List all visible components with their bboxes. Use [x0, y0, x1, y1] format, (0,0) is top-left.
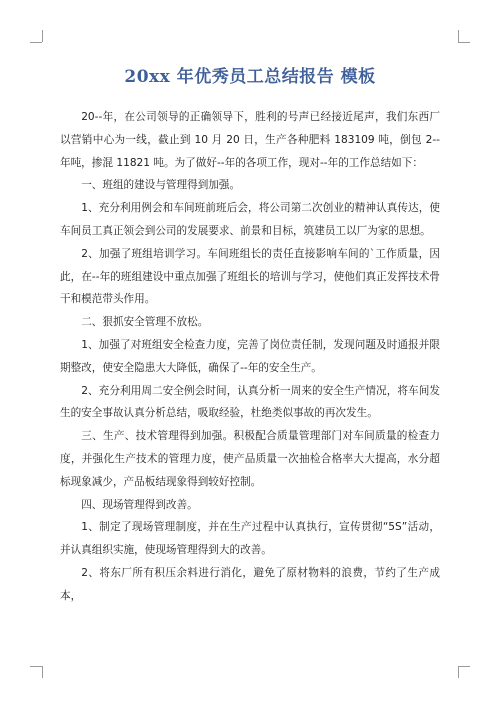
crop-mark-top-left-h [30, 42, 42, 43]
section-heading-1: 一、班组的建设与管理得到加强。 [81, 179, 241, 192]
document-body [60, 106, 440, 608]
paragraph-intro: 20--年，在公司领导的正确领导下，胜利的号声已经接近尾声，我们东西厂以营销中心为一线，截止到 10 月 20 日，生产各种肥料 183109 吨，倒包 2--年吨，掺混 11821 吨。为了做好--年的各项工作，现对--年的工作总结如下： [60, 111, 440, 169]
crop-mark-top-left-v [42, 30, 43, 42]
crop-mark-bottom-left-v [42, 666, 43, 678]
crop-mark-top-right-v [458, 30, 459, 42]
crop-mark-bottom-right-h [458, 666, 470, 667]
crop-mark-top-right-h [458, 42, 470, 43]
crop-mark-bottom-left-h [30, 666, 42, 667]
paragraph-1-2: 2、加强了班组培训学习。车间班组长的责任直接影响车间的`工作质量，因此，在--年的班组建设中重点加强了班组长的培训与学习，使他们真正发挥技术骨干和模范带头作用。 [60, 247, 440, 306]
paragraph-1-1: 1、充分利用例会和车间班前班后会，将公司第二次创业的精神认真传达，使车间员工真正领会到公司的发展要求、前景和目标，筑建员工以厂为家的思想。 [60, 202, 440, 237]
section-heading-2: 二、狠抓安全管理不放松。 [81, 316, 209, 329]
section-heading-4: 四、现场管理得到改善。 [81, 498, 198, 511]
paragraph-2-1: 1、加强了对班组安全检查力度，完善了岗位责任制，发现问题及时通报并限期整改，使安全隐患大大降低，确保了--年的安全生产。 [60, 338, 440, 374]
paragraph-4-1: 1、制定了现场管理制度，并在生产过程中认真执行，宣传贯彻“5S”活动，并认真组织实施，使现场管理得到大的改善。 [60, 521, 440, 557]
crop-mark-bottom-right-v [458, 666, 459, 678]
paragraph-2-2: 2、充分利用周二安全例会时间，认真分析一周来的安全生产情况，将车间发生的安全事故认真分析总结，吸取经验，杜绝类似事故的再次发生。 [60, 384, 440, 420]
document-title: 20xx 年优秀员工总结报告 模板 [124, 67, 376, 87]
paragraph-4-2: 2、将东厂所有积压余料进行消化，避免了原材物料的浪费，节约了生产成本， [60, 566, 440, 602]
section-heading-3: 三、生产、技术管理得到加强。积极配合质量管理部门对车间质量的检查力度，并强化生产技术的管理力度，使产品质量一次抽检合格率大大提高，水分超标现象减少，产品板结现象得到较好控制。 [60, 430, 440, 488]
